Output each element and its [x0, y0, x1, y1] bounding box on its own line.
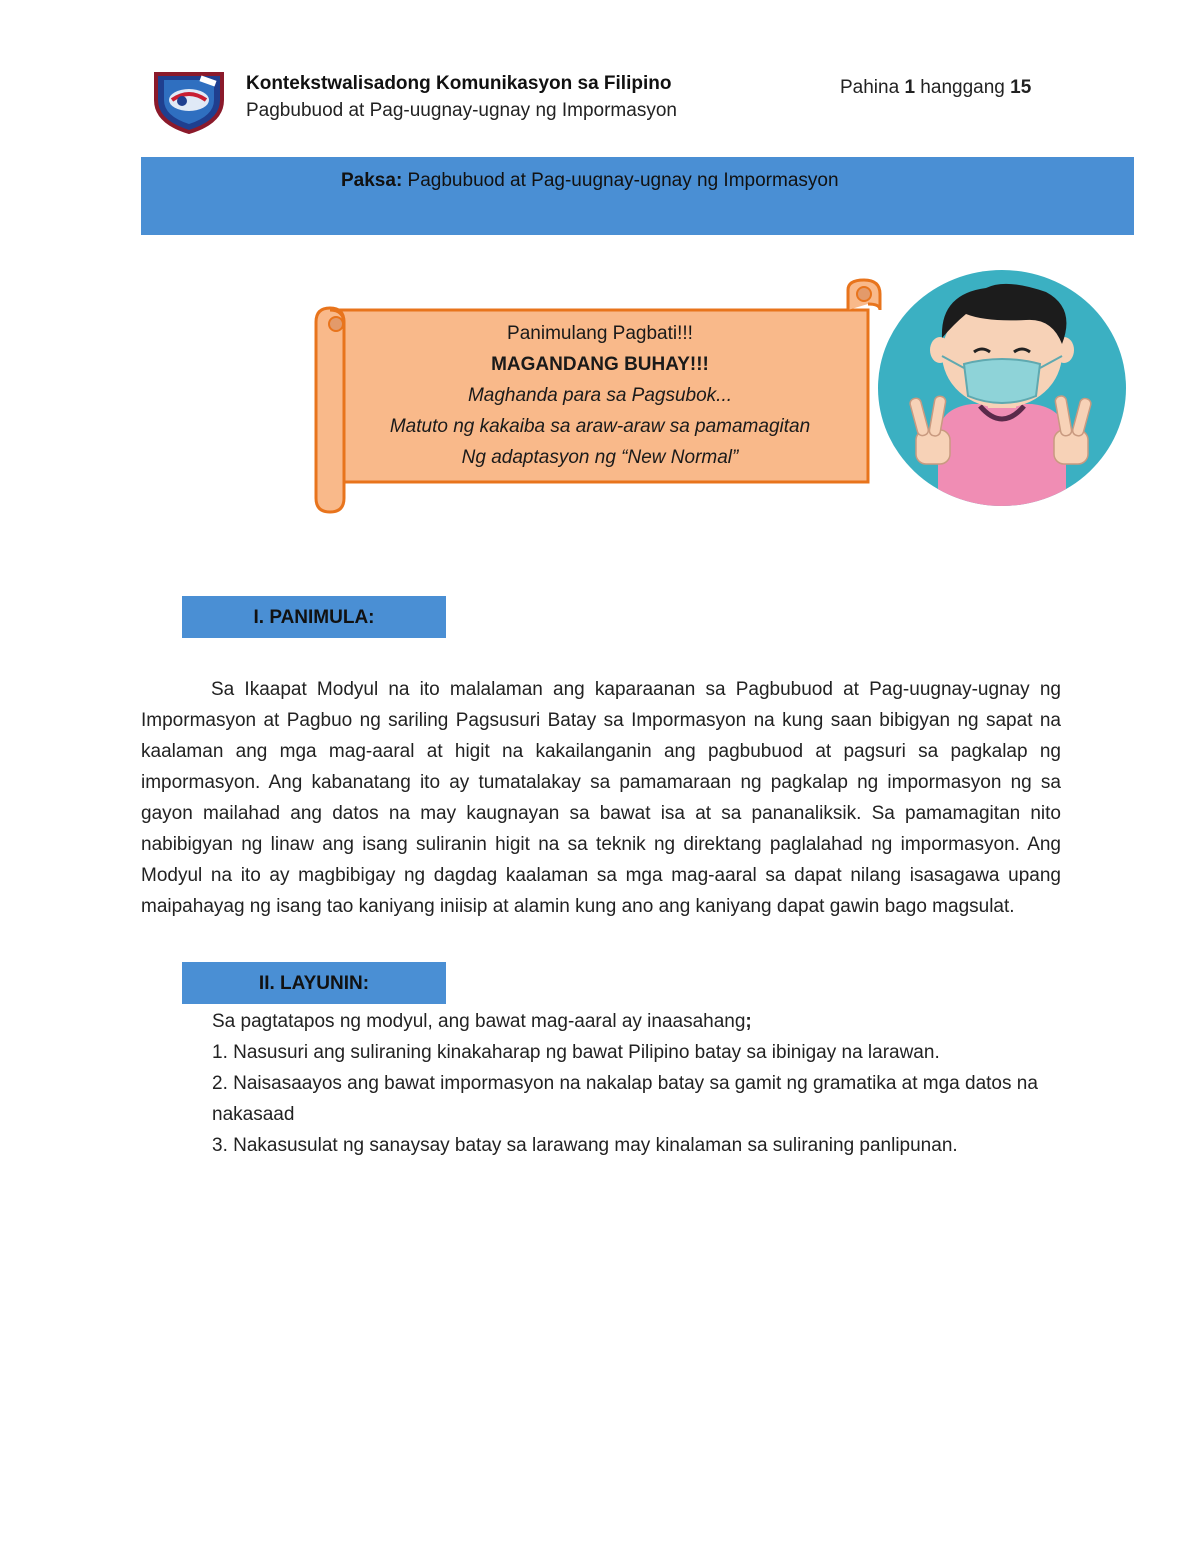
topic-bar [141, 157, 1134, 235]
page-current: 1 [904, 77, 916, 98]
layunin-item: 1. Nasusuri ang suliraning kinakaharap ng bawat Pilipino batay sa ibinigay na larawan. [212, 1042, 940, 1063]
greeting-line-2: MAGANDANG BUHAY!!! [491, 354, 709, 375]
page-total: 15 [1010, 77, 1032, 98]
school-shield-logo-icon [152, 70, 226, 134]
topic-label: Paksa: [341, 170, 403, 191]
greeting-line-1: Panimulang Pagbati!!! [507, 323, 693, 344]
panimula-text: Sa Ikaapat Modyul na ito malalaman ang kaparaanan sa Pagbubuod at Pag-uugnay-ugnay ng Impormasyon at Pagbuo ng sariling Pagsusuri Batay sa Impormasyon na kung saan bibigyan ng sapat na kaalaman ang mga mag-aaral at higit na kakailanganin ang pagbubuod at pagsuri sa pagkalap ng impormasyon. Ang kabanatang ito ay tumatalakay sa pamamaraan ng pagkalap ng impormasyon ng sa gayon mailahad ang datos na may kaugnayan sa bawat isa at sa pananaliksik. Sa pamamagitan nito nabibigyan ng linaw ang isang suliranin higit na sa teknik ng direktang paglalahad ng impormasyon. Ang Modyul na ito ay magbibigay ng dagdag kaalaman sa mga mag-aaral sa dapat nilang isasagawa upang maipahayag ng isang tao kaniyang iniisip at alamin kung ano ang kaniyang dapat gawin bago magsulat. [141, 679, 1061, 917]
layunin-item: 3. Nakasusulat ng sanaysay batay sa larawang may kinalaman sa suliraning panlipunan. [212, 1135, 958, 1156]
layunin-item: 2. Naisasaayos ang bawat impormasyon na nakalap batay sa gamit ng gramatika at mga datos na nakasaad [212, 1073, 1038, 1125]
section-title-panimula: I. PANIMULA: [182, 596, 446, 638]
layunin-intro: Sa pagtatapos ng modyul, ang bawat mag-aaral ay inaasahang; [212, 1011, 752, 1032]
greeting-line-3: Maghanda para sa Pagsubok... [467, 385, 733, 406]
masked-child-peace-sign-icon [876, 268, 1128, 510]
greeting-line-5: Ng adaptasyon ng “New Normal” [461, 447, 739, 468]
greeting-line-4: Matuto ng kakaiba sa araw-araw sa pamamagitan [389, 416, 811, 437]
panimula-paragraph [141, 674, 1061, 922]
topic-text [341, 170, 839, 192]
layunin-list [212, 1006, 1072, 1161]
document-subtitle: Pagbubuod at Pag-uugnay-ugnay ng Impormasyon [246, 100, 677, 121]
topic-value: Pagbubuod at Pag-uugnay-ugnay ng Impormasyon [402, 170, 839, 191]
document-title: Kontekstwalisadong Komunikasyon sa Filipino [246, 73, 672, 94]
greeting-text [350, 318, 850, 473]
section-title-layunin: II. LAYUNIN: [182, 962, 446, 1004]
page-indicator: Pahina 1 hanggang 15 [840, 77, 1032, 98]
